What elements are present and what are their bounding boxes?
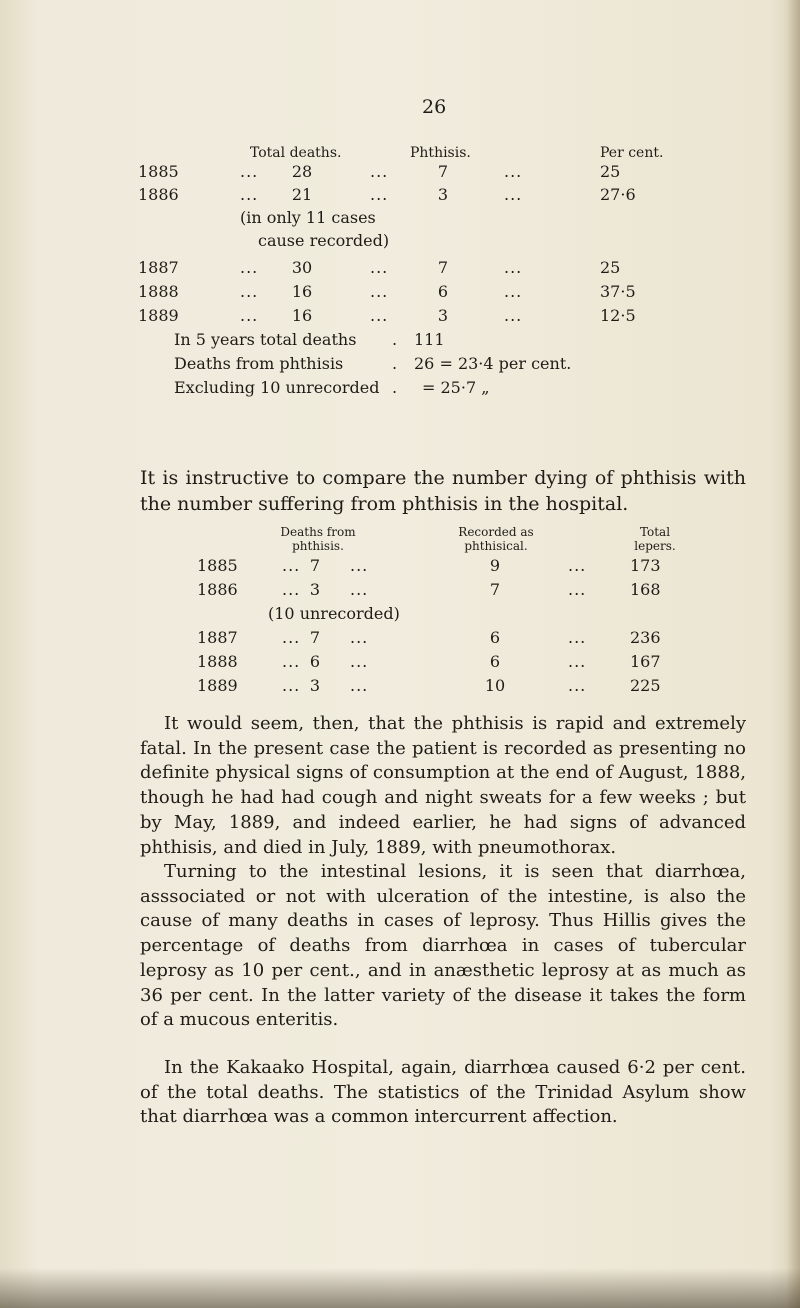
summary-label: Deaths from phthisis <box>174 354 344 373</box>
percent-cell: 25 <box>600 162 621 181</box>
percent-cell: 12·5 <box>600 306 636 325</box>
header-line: lepers. <box>634 539 676 553</box>
deaths-cell: 3 <box>309 676 321 695</box>
total-cell: 16 <box>291 306 313 325</box>
header-total-deaths: Total deaths. <box>250 145 342 161</box>
total-cell: 30 <box>291 258 313 277</box>
year-cell: 1888 <box>197 652 238 671</box>
summary-value: 111 <box>414 330 445 349</box>
year-cell: 1889 <box>138 306 179 325</box>
table-row: 1885 ... 28 ... 7 ... 25 <box>138 162 621 181</box>
table-row: 1886 ... 3 ... 7 ... 168 <box>197 580 661 599</box>
summary-value: 26 = 23·4 per cent. <box>414 354 572 373</box>
lepers-cell: 225 <box>630 676 661 695</box>
deaths-cell: 6 <box>309 652 321 671</box>
header-line: Total <box>639 525 671 539</box>
recorded-cell: 9 <box>489 556 501 575</box>
header-phthisis: Phthisis. <box>410 145 471 161</box>
table-row: 1889 ... 16 ... 3 ... 12·5 <box>138 306 636 325</box>
year-cell: 1886 <box>138 185 179 204</box>
percent-cell: 37·5 <box>600 282 636 301</box>
percent-cell: 27·6 <box>600 185 636 204</box>
header-line: phthisis. <box>292 539 344 553</box>
note-line: cause recorded) <box>258 231 390 250</box>
phthisis-cell: 7 <box>437 258 449 277</box>
year-cell: 1888 <box>138 282 179 301</box>
phthisis-cell: 7 <box>437 162 449 181</box>
header-line: phthisical. <box>464 539 528 553</box>
summary-row: Deaths from phthisis . 26 = 23·4 per cent. <box>174 354 572 373</box>
summary-label: Excluding 10 unrecorded <box>174 378 380 397</box>
table-note <box>0 604 800 626</box>
recorded-cell: 6 <box>489 628 501 647</box>
header-recorded-phthisical <box>446 525 546 553</box>
header-per-cent: Per cent. <box>600 145 664 161</box>
year-cell: 1887 <box>197 628 238 647</box>
paragraph-compare: It is instructive to compare the number dying of phthisis with the number suffering from phthisis in the hospital. <box>140 467 746 515</box>
lepers-cell: 173 <box>630 556 661 575</box>
phthisis-cell: 3 <box>437 185 449 204</box>
paragraph-rapid-fatal: It would seem, then, that the phthisis is rapid and extremely fatal. In the present case the patient is recorded as presenting no definite physical signs of consumption at the end of August, 1888, though he had had cough and night sweats for a few weeks ; but by May, 1889, and indeed earlier, he had signs of advanced phthisis, and died in July, 1889, with pneumothorax. <box>140 713 746 858</box>
year-cell: 1885 <box>197 556 238 575</box>
table-row: 1887 ... 30 ... 7 ... 25 <box>138 258 621 277</box>
year-cell: 1889 <box>197 676 238 695</box>
phthisis-cell: 6 <box>437 282 449 301</box>
header-line: Recorded as <box>458 525 534 539</box>
summary-row: Excluding 10 unrecorded . = 25·7 „ <box>174 378 490 397</box>
year-cell: 1887 <box>138 258 179 277</box>
lepers-cell: 236 <box>630 628 661 647</box>
table-note <box>0 231 800 253</box>
deaths-cell: 7 <box>309 628 321 647</box>
recorded-cell: 6 <box>489 652 501 671</box>
summary-row: In 5 years total deaths . 111 <box>174 330 445 349</box>
table-row: 1888 ... 6 ... 6 ... 167 <box>197 652 661 671</box>
phthisis-cell: 3 <box>437 306 449 325</box>
lepers-cell: 167 <box>630 652 661 671</box>
deaths-cell: 7 <box>309 556 321 575</box>
percent-cell: 25 <box>600 258 621 277</box>
summary-label: In 5 years total deaths <box>174 330 357 349</box>
header-total-lepers <box>620 525 690 553</box>
total-cell: 16 <box>291 282 313 301</box>
table-row: 1887 ... 7 ... 6 ... 236 <box>197 628 661 647</box>
total-cell: 21 <box>291 185 313 204</box>
header-deaths-from-phthisis <box>268 525 368 553</box>
note-line: (in only 11 cases <box>240 208 376 227</box>
recorded-cell: 10 <box>484 676 506 695</box>
deaths-cell: 3 <box>309 580 321 599</box>
paragraph-intestinal: Turning to the intestinal lesions, it is seen that diarrhœa, asssociated or not with ulceration of the intestine, is also the cause of many deaths in cases of leprosy. Thus Hillis gives the percentage of deaths from diarrhœa in cases of tubercular leprosy as 10 per cent., and in anæsthetic leprosy at as much as 36 per cent. In the latter variety of the disease it takes the form of a mucous enteritis. <box>140 861 746 1031</box>
header-line: Deaths from <box>280 525 356 539</box>
table-row: 1886 ... 21 ... 3 ... 27·6 <box>138 185 636 204</box>
table-note <box>0 208 800 230</box>
year-cell: 1886 <box>197 580 238 599</box>
page-bottom-shadow <box>0 1268 800 1308</box>
total-cell: 28 <box>291 162 313 181</box>
table-row: 1889 ... 3 ... 10 ... 225 <box>197 676 661 695</box>
table-row: 1888 ... 16 ... 6 ... 37·5 <box>138 282 636 301</box>
year-cell: 1885 <box>138 162 179 181</box>
lepers-cell: 168 <box>630 580 661 599</box>
table-row: 1885 ... 7 ... 9 ... 173 <box>197 556 661 575</box>
page-number: 26 <box>422 96 447 118</box>
summary-value: = 25·7 „ <box>422 378 490 397</box>
paragraph-kakaako: In the Kakaako Hospital, again, diarrhœa caused 6·2 per cent. of the total deaths. The statistics of the Trinidad Asylum show that diarrhœa was a common intercurrent affection. <box>140 1057 746 1128</box>
note-line: (10 unrecorded) <box>268 604 400 623</box>
recorded-cell: 7 <box>489 580 501 599</box>
